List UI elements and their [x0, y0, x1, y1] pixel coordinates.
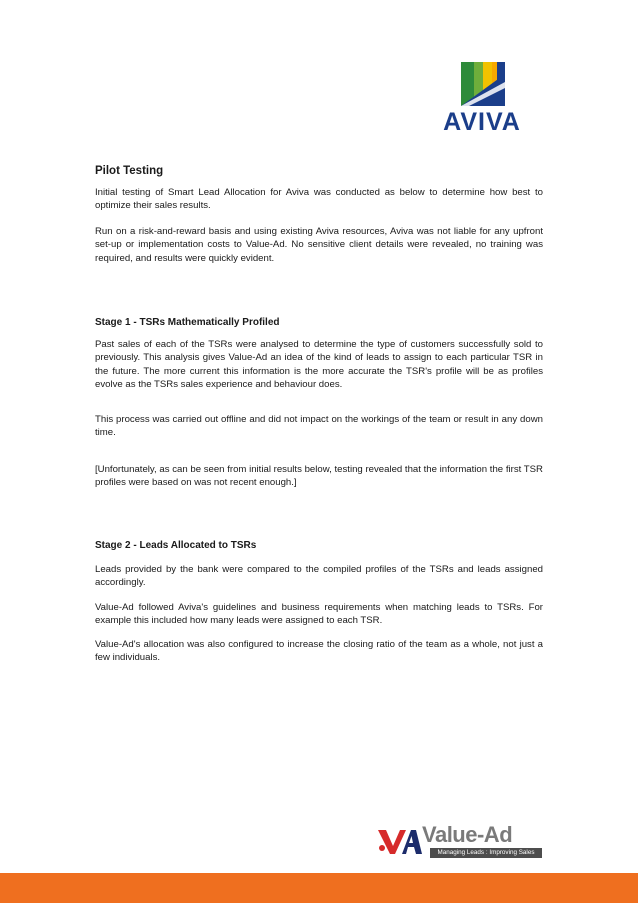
aviva-shield-icon: [461, 62, 505, 106]
value-ad-wordmark: Value-Ad: [422, 822, 513, 847]
stage2-paragraph-2: Value-Ad followed Aviva's guidelines and business requirements when matching leads to TSRs. For example this included how many leads were assigned to each TSR.: [95, 602, 543, 627]
aviva-wordmark: AVIVA: [443, 108, 521, 136]
aviva-logo: [432, 60, 532, 136]
value-ad-tagline: Managing Leads : Improving Sales: [430, 848, 542, 858]
value-ad-va-icon: [376, 824, 422, 856]
intro-paragraph-2: Run on a risk-and-reward basis and using existing Aviva resources, Aviva was not liable for any upfront set-up or implementation costs to Value-Ad. No sensitive client details were revealed, no training was required, and results were quickly evident.: [95, 226, 543, 264]
stage1-paragraph-1: Past sales of each of the TSRs were analysed to determine the type of customers successfully sold to previously. This analysis gives Value-Ad an idea of the kind of leads to assign to each particular TSR in the future. The more current this information is the more accurate the TSR's profile will be as profiles evolve as the TSRs sales experience and behaviour does.: [95, 339, 543, 391]
stage2-paragraph-3: Value-Ad's allocation was also configured to increase the closing ratio of the team as a whole, not just a few individuals.: [95, 639, 543, 664]
stage2-paragraph-1: Leads provided by the bank were compared to the compiled profiles of the TSRs and leads assigned accordingly.: [95, 564, 543, 589]
page-title: Pilot Testing: [95, 165, 164, 177]
value-ad-logo: [376, 822, 546, 862]
footer-bar: [0, 873, 638, 903]
stage1-paragraph-3: [Unfortunately, as can be seen from initial results below, testing revealed that the information the first TSR profiles were based on was not recent enough.]: [95, 464, 543, 489]
intro-paragraph-1: Initial testing of Smart Lead Allocation for Aviva was conducted as below to determine how best to optimize their sales results.: [95, 187, 543, 212]
stage1-heading: Stage 1 - TSRs Mathematically Profiled: [95, 317, 280, 328]
stage1-paragraph-2: This process was carried out offline and did not impact on the workings of the team or result in any down time.: [95, 414, 543, 439]
stage2-heading: Stage 2 - Leads Allocated to TSRs: [95, 540, 257, 551]
